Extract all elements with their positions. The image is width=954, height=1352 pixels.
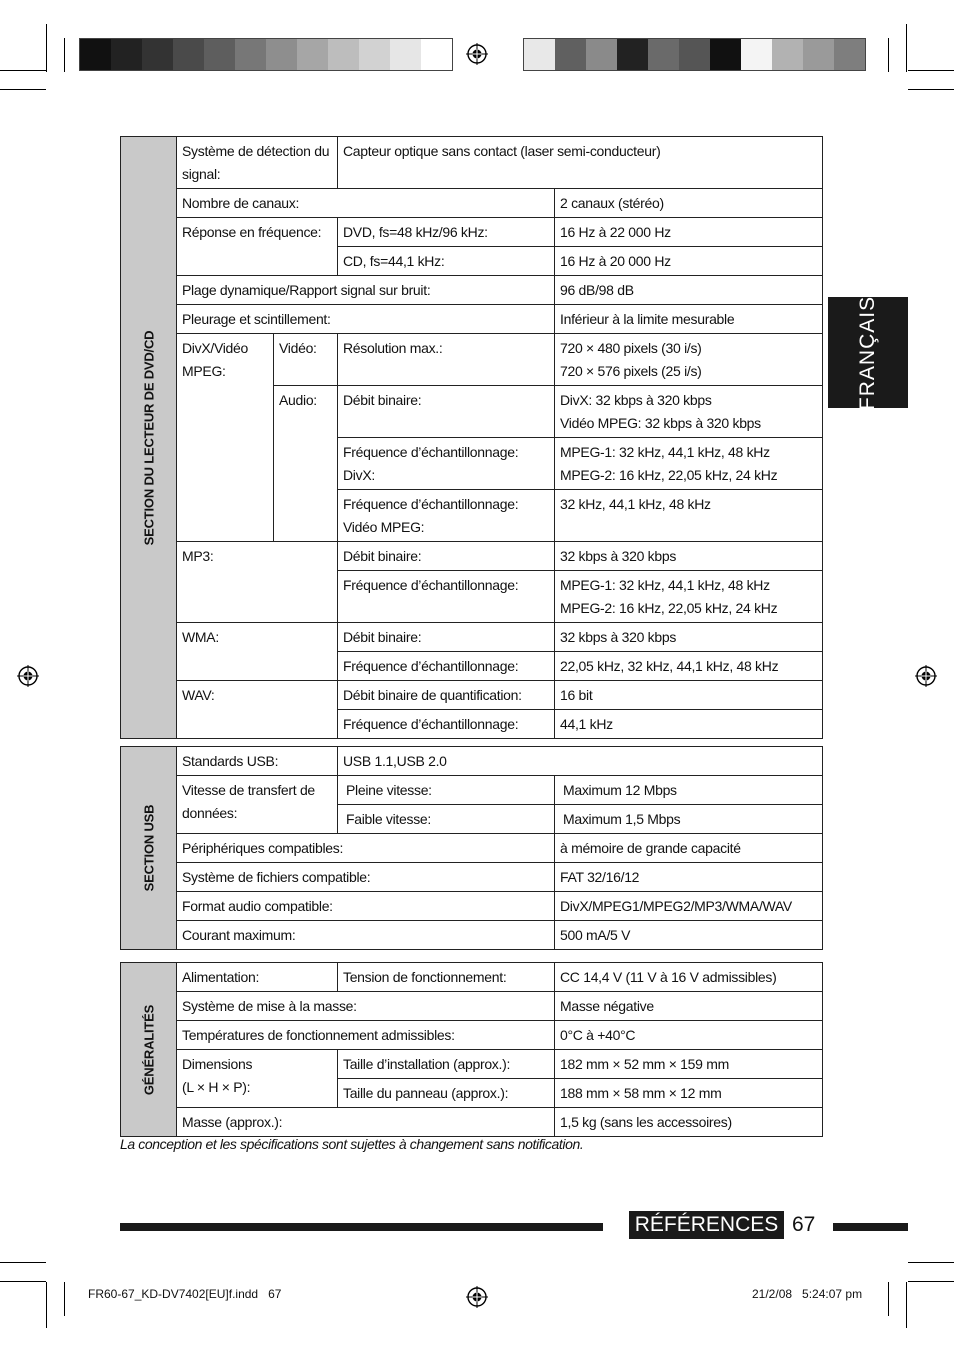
spec-sublabel: Fréquence d’échantillonnage: (338, 710, 555, 739)
spec-value: 500 mA/5 V (555, 921, 823, 950)
spec-label: Courant maximum: (177, 921, 555, 950)
spec-value: Capteur optique sans contact (laser semi-conducteur) (338, 137, 823, 189)
spec-label: Réponse en fréquence: (177, 218, 338, 276)
color-swatch (586, 39, 617, 70)
spec-value: Inférieur à la limite mesurable (555, 305, 823, 334)
spec-value: 32 kHz, 44,1 kHz, 48 kHz (555, 490, 823, 542)
spec-sublabel: Débit binaire: (338, 386, 555, 438)
crop-mark (908, 1262, 954, 1263)
registration-mark-icon (915, 665, 937, 687)
file-slug: FR60-67_KD-DV7402[EU]f.indd 67 (88, 1287, 282, 1301)
spec-sublabel: Fréquence d’échantillonnage: Vidéo MPEG: (338, 490, 555, 542)
crop-mark (0, 1281, 46, 1282)
spec-label: Températures de fonctionnement admissibles: (177, 1021, 555, 1050)
spec-value: CC 14,4 V (11 V à 16 V admissibles) (555, 963, 823, 992)
spec-sublabel: Taille d’installation (approx.): (338, 1050, 555, 1079)
color-bar-right (523, 38, 866, 71)
crop-mark (906, 24, 907, 72)
spec-value: 96 dB/98 dB (555, 276, 823, 305)
spec-sublabel: Taille du panneau (approx.): (338, 1079, 555, 1108)
spec-value: 720 × 480 pixels (30 i/s) 720 × 576 pixels (25 i/s) (555, 334, 823, 386)
spec-label: Périphériques compatibles: (177, 834, 555, 863)
spec-sublabel: Tension de fonctionnement: (338, 963, 555, 992)
crop-mark (46, 24, 47, 72)
spec-sublabel: Fréquence d’échantillonnage: DivX: (338, 438, 555, 490)
spec-value: 44,1 kHz (555, 710, 823, 739)
spec-value: USB 1.1,USB 2.0 (338, 747, 823, 776)
spec-label: Format audio compatible: (177, 892, 555, 921)
spec-value: DivX: 32 kbps à 320 kbps Vidéo MPEG: 32 kbps à 320 kbps (555, 386, 823, 438)
spec-label: Standards USB: (177, 747, 338, 776)
crop-mark (46, 1282, 47, 1328)
color-swatch (328, 39, 359, 70)
spec-sublabel: Fréquence d’échantillonnage: (338, 652, 555, 681)
spec-label: WMA: (177, 623, 338, 681)
spec-label: Système de fichiers compatible: (177, 863, 555, 892)
footer-rule (833, 1223, 908, 1231)
crop-mark (908, 70, 954, 71)
crop-mark (0, 1262, 46, 1263)
spec-sublabel: Pleine vitesse: (338, 776, 555, 805)
color-swatch (421, 39, 452, 70)
spec-label: DivX/Vidéo MPEG: (177, 334, 274, 542)
spec-value: 188 mm × 58 mm × 12 mm (555, 1079, 823, 1108)
spec-label: MP3: (177, 542, 338, 623)
color-swatch (524, 39, 555, 70)
spec-sublabel: CD, fs=44,1 kHz: (338, 247, 555, 276)
date-slug: 21/2/08 5:24:07 pm (752, 1287, 863, 1301)
crop-mark (908, 1281, 954, 1282)
registration-mark-icon (466, 1286, 488, 1308)
spec-value: DivX/MPEG1/MPEG2/MP3/WMA/WAV (555, 892, 823, 921)
color-swatch (204, 39, 235, 70)
crop-mark (64, 1282, 65, 1316)
spec-value: Maximum 12 Mbps (555, 776, 823, 805)
color-swatch (710, 39, 741, 70)
crop-mark (906, 1282, 907, 1328)
spec-sublabel: Débit binaire: (338, 542, 555, 571)
usb-spec-table (120, 746, 823, 950)
color-swatch (555, 39, 586, 70)
spec-value: 16 Hz à 22 000 Hz (555, 218, 823, 247)
page-number: 67 (792, 1213, 816, 1236)
crop-mark (0, 70, 46, 71)
color-swatch (390, 39, 421, 70)
spec-label: WAV: (177, 681, 338, 739)
spec-label: Système de mise à la masse: (177, 992, 555, 1021)
spec-sublabel: Faible vitesse: (338, 805, 555, 834)
spec-label: Alimentation: (177, 963, 338, 992)
color-bar-left (79, 38, 453, 71)
footnote: La conception et les spécifications sont sujettes à changement sans notification. (120, 1136, 584, 1152)
spec-label: Système de détection du signal: (177, 137, 338, 189)
spec-value: 16 Hz à 20 000 Hz (555, 247, 823, 276)
color-swatch (359, 39, 390, 70)
color-swatch (803, 39, 834, 70)
section-header: SECTION USB (121, 747, 177, 950)
spec-sublabel: Vidéo: (274, 334, 338, 386)
color-swatch (80, 39, 111, 70)
spec-value: 22,05 kHz, 32 kHz, 44,1 kHz, 48 kHz (555, 652, 823, 681)
crop-mark (64, 38, 65, 72)
crop-mark (888, 38, 889, 72)
spec-label: Plage dynamique/Rapport signal sur bruit: (177, 276, 555, 305)
spec-sublabel: Débit binaire de quantification: (338, 681, 555, 710)
section-footer-label: RÉFÉRENCES (629, 1211, 784, 1239)
spec-sublabel: Débit binaire: (338, 623, 555, 652)
color-swatch (173, 39, 204, 70)
spec-value: MPEG-1: 32 kHz, 44,1 kHz, 48 kHz MPEG-2: 16 kHz, 22,05 kHz, 24 kHz (555, 438, 823, 490)
general-spec-table (120, 962, 823, 1137)
spec-value: 1,5 kg (sans les accessoires) (555, 1108, 823, 1137)
spec-value: 2 canaux (stéréo) (555, 189, 823, 218)
spec-value: 16 bit (555, 681, 823, 710)
spec-label: Pleurage et scintillement: (177, 305, 555, 334)
color-swatch (297, 39, 328, 70)
spec-value: MPEG-1: 32 kHz, 44,1 kHz, 48 kHz MPEG-2: 16 kHz, 22,05 kHz, 24 kHz (555, 571, 823, 623)
color-swatch (617, 39, 648, 70)
color-swatch (679, 39, 710, 70)
section-header: GÉNÉRALITÉS (121, 963, 177, 1137)
color-swatch (235, 39, 266, 70)
spec-label: Dimensions (L × H × P): (177, 1050, 338, 1108)
spec-value: 32 kbps à 320 kbps (555, 623, 823, 652)
spec-label: Vitesse de transfert de données: (177, 776, 338, 834)
spec-sublabel: DVD, fs=48 kHz/96 kHz: (338, 218, 555, 247)
language-tab (828, 297, 908, 408)
crop-mark (888, 1282, 889, 1316)
color-swatch (834, 39, 865, 70)
language-tab-label: FRANÇAIS (856, 295, 879, 410)
spec-value: à mémoire de grande capacité (555, 834, 823, 863)
crop-mark (908, 89, 954, 90)
color-swatch (266, 39, 297, 70)
spec-sublabel: Fréquence d’échantillonnage: (338, 571, 555, 623)
spec-value: Maximum 1,5 Mbps (555, 805, 823, 834)
dvd-spec-table (120, 136, 823, 739)
spec-label: Nombre de canaux: (177, 189, 555, 218)
footer-rule (120, 1223, 603, 1231)
color-swatch (741, 39, 772, 70)
spec-value: 0°C à +40°C (555, 1021, 823, 1050)
color-swatch (648, 39, 679, 70)
spec-sublabel: Résolution max.: (338, 334, 555, 386)
spec-value: Masse négative (555, 992, 823, 1021)
section-header: SECTION DU LECTEUR DE DVD/CD (121, 137, 177, 739)
color-swatch (142, 39, 173, 70)
spec-value: FAT 32/16/12 (555, 863, 823, 892)
spec-label: Masse (approx.): (177, 1108, 555, 1137)
color-swatch (772, 39, 803, 70)
spec-value: 182 mm × 52 mm × 159 mm (555, 1050, 823, 1079)
registration-mark-icon (466, 43, 488, 65)
crop-mark (0, 89, 46, 90)
registration-mark-icon (17, 665, 39, 687)
color-swatch (111, 39, 142, 70)
spec-sublabel: Audio: (274, 386, 338, 542)
spec-value: 32 kbps à 320 kbps (555, 542, 823, 571)
